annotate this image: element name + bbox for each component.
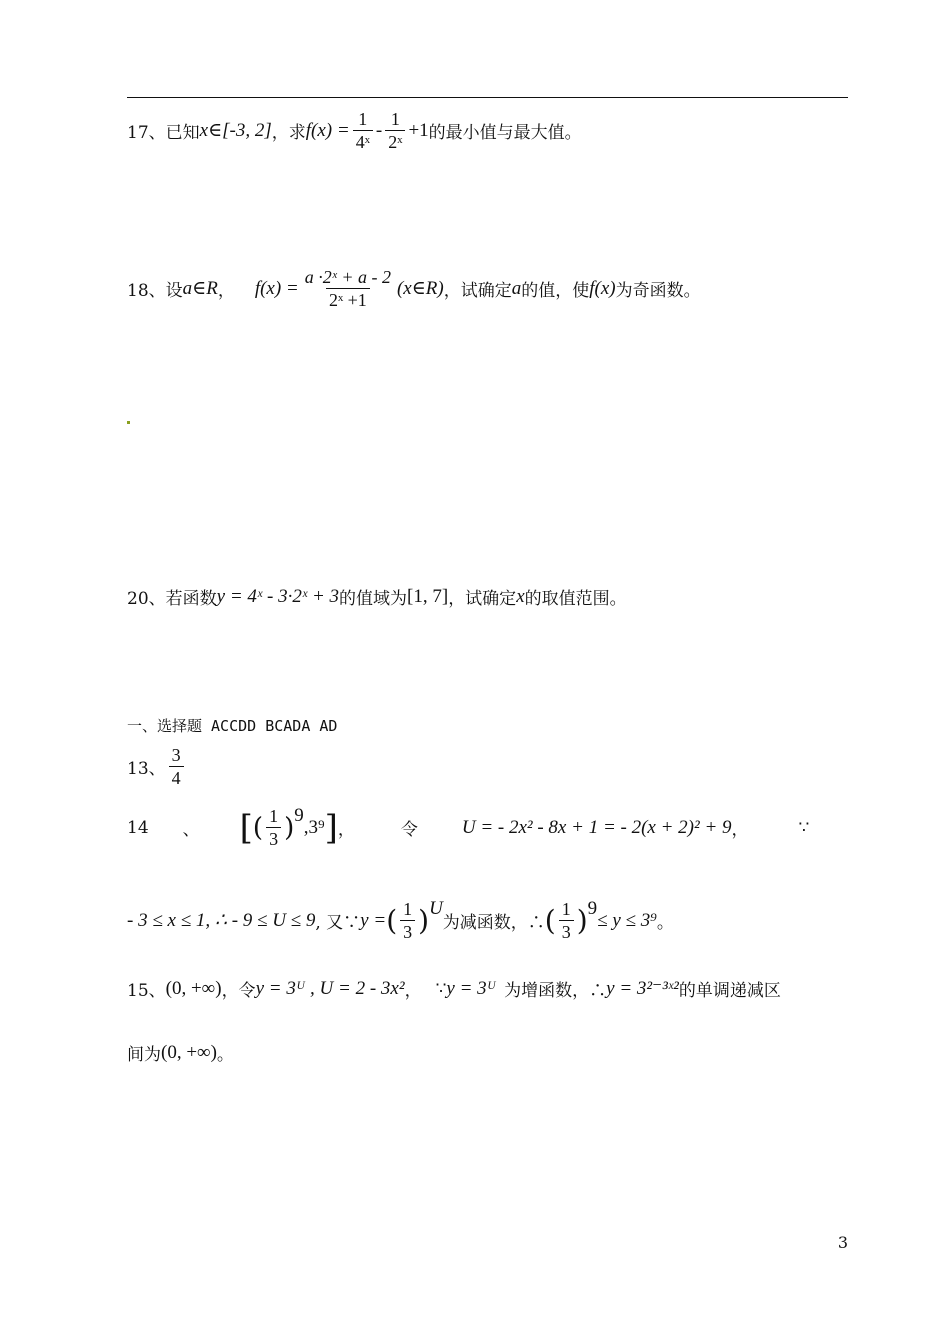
- q17-text-1: 已知: [165, 123, 200, 143]
- q17-text-2: ，求: [271, 123, 306, 143]
- q18-function: f(x) =: [254, 277, 299, 299]
- answer-13: 13、 $\frac{3}{4}$: [127, 744, 187, 789]
- page-number: 3: [837, 1233, 848, 1252]
- q17-fraction-2: $\frac{1}{\text{2ˣ}}$: [385, 108, 405, 153]
- a13-fraction: $\frac{3}{4}$: [169, 744, 184, 789]
- q17-domain: x∈[-3, 2]: [199, 120, 272, 141]
- q17-function: f(x) =: [305, 119, 350, 141]
- q18-domain: (x∈R): [396, 278, 444, 299]
- q20-function: y = 4ˣ - 3·2ˣ + 3: [216, 585, 340, 607]
- q18-fraction: $\frac{\text{a ·2ˣ + a - 2}}{\text{2ˣ +1}}$: [304, 267, 391, 310]
- q18-number: 18、: [127, 281, 166, 301]
- q17-number: 17、: [127, 123, 166, 143]
- question-20: 20、 若函数 y = 4ˣ - 3·2ˣ + 3 的值域为 [1, 7] ，试确定 x 的取值范围。: [127, 585, 627, 609]
- a14-u-expression: U = - 2x² - 8x + 1 = - 2(x + 2)² + 9: [461, 816, 732, 838]
- q18-condition: a∈R: [182, 278, 218, 299]
- answer-15: 15、 (0, +∞) ，令 y = 3ᵁ , U = 2 - 3x² ， ∵ y = 3ᵁ 为增函数，∴ y = 3²⁻³ˣ² 的单调递减区: [127, 977, 781, 1001]
- q17-fraction-1: $\frac{1}{\text{4ˣ}}$: [353, 108, 373, 153]
- q20-range: [1, 7]: [407, 585, 449, 607]
- q17-text-3: 的最小值与最大值。: [428, 123, 582, 143]
- answer-15-line-2: 间为 (0, +∞) 。: [127, 1041, 234, 1065]
- answer-choice: 一、选择题 ACCDD BCADA AD: [127, 717, 338, 735]
- q20-number: 20、: [127, 589, 166, 609]
- header-rule: [127, 97, 848, 98]
- question-17: 17、 已知 x∈[-3, 2] ，求 f(x) = $\frac{1}{\text{4ˣ}}$ - $\frac{1}{\text{2ˣ}}$ +1 的最小值与最大值。: [127, 109, 582, 152]
- q18-text-1: 设: [165, 281, 183, 301]
- answer-14-line-2: - 3 ≤ x ≤ 1, ∴ - 9 ≤ U ≤ 9 , 又∵ y = ( $\frac{1}{3}$ ) U 为减函数，∴ ( $\frac{1}{3}$ ) 9 ≤ y ≤ 3⁹ 。: [127, 898, 674, 942]
- question-18: 18、 设 a∈R ， f(x) = $\frac{\text{a ·2ˣ + a - 2}}{\text{2ˣ +1}}$ (x∈R) ，试确定 a 的值，使 f(x) 为奇函数。: [127, 267, 701, 310]
- answer-14: 14 、 [ ( $\frac{1}{3}$ ) 9 ,3⁹ ] ， 令 U = - 2x² - 8x + 1 = - 2(x + 2)² + 9 ， ∵: [127, 805, 810, 849]
- stray-dot: [127, 421, 130, 424]
